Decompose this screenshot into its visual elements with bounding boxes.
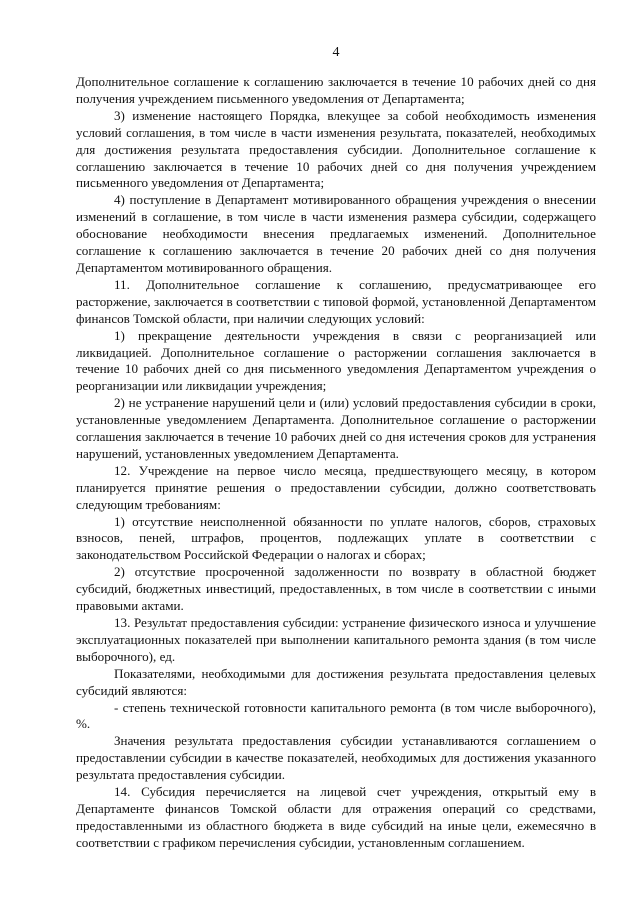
- paragraph: 13. Результат предоставления субсидии: устранение физического износа и улучшение эксплуатационных показателей при выполнении капитального ремонта здания (в том числе выборочного), ед.: [76, 615, 596, 664]
- paragraph: 12. Учреждение на первое число месяца, предшествующего месяцу, в котором планируется принятие решения о предоставлении субсидии, должно соответствовать следующим требованиям:: [76, 462, 596, 512]
- paragraph: Дополнительное соглашение к соглашению заключается в течение 10 рабочих дней со дня получения учреждением письменного уведомления от Департамента;: [76, 74, 596, 106]
- page-number: 4: [332, 45, 340, 60]
- paragraph: Значения результата предоставления субсидии устанавливаются соглашением о предоставлении субсидии в качестве показателей, необходимых для достижения указанного результата предоставления субсидии.: [76, 733, 596, 783]
- paragraph: 1) прекращение деятельности учреждения в связи с реорганизацией или ликвидацией. Дополнительное соглашение о расторжении соглашения заключается в течение 10 рабочих дней со дня письменного уведомления Департаментом учреждения о реорганизации или ликвидации учреждения;: [76, 327, 596, 394]
- paragraph: Показателями, необходимыми для достижения результата предоставления целевых субсидий являются:: [76, 665, 596, 698]
- paragraph: 1) отсутствие неисполненной обязанности по уплате налогов, сборов, страховых взносов, пеней, штрафов, процентов, подлежащих уплате в соответствии с законодательством Российской Федерации о налогах и сборах;: [76, 513, 596, 563]
- paragraph: 11. Дополнительное соглашение к соглашению, предусматривающее его расторжение, заключается в соответствии с типовой формой, установленной Департаментом финансов Томской области, при наличии следующих условий:: [76, 276, 596, 326]
- paragraph: 2) не устранение нарушений цели и (или) условий предоставления субсидии в сроки, установленные уведомлением Департамента. Дополнительное соглашение о расторжении соглашения заключается в течение 10 рабочих дней со дня истечения сроков для устранения нарушений, установленных уведомлением Департамента.: [76, 395, 596, 461]
- paragraph: - степень технической готовности капитального ремонта (в том числе выборочного), %.: [76, 699, 596, 732]
- paragraph: 3) изменение настоящего Порядка, влекущее за собой необходимость изменения условий соглашения, в том числе в части изменения результата, показателей, необходимых для достижения результата предоставления субсидии. Дополнительное соглашение к соглашению заключается в течение 10 рабочих дней со дня получения учреждением письменного уведомления от Департамента;: [76, 107, 596, 191]
- paragraph: 14. Субсидия перечисляется на лицевой счет учреждения, открытый ему в Департаменте финансов Томской области для отражения операций со средствами, предоставленными из областного бюджета в виде субсидий на иные цели, ежемесячно в соответствии с графиком перечисления субсидии, установленным соглашением.: [76, 784, 596, 850]
- paragraph: 4) поступление в Департамент мотивированного обращения учреждения о внесении изменений в соглашение, в том числе в части изменения размера субсидии, содержащего обоснование необходимости внесения предлагаемых изменений. Дополнительное соглашение к соглашению заключается в течение 20 рабочих дней со дня получения Департаментом мотивированного обращения.: [76, 192, 596, 275]
- paragraph: 2) отсутствие просроченной задолженности по возврату в областной бюджет субсидий, бюджетных инвестиций, предоставленных, в том числе в соответствии с иными правовыми актами.: [76, 564, 596, 614]
- document-page: [76, 44, 596, 852]
